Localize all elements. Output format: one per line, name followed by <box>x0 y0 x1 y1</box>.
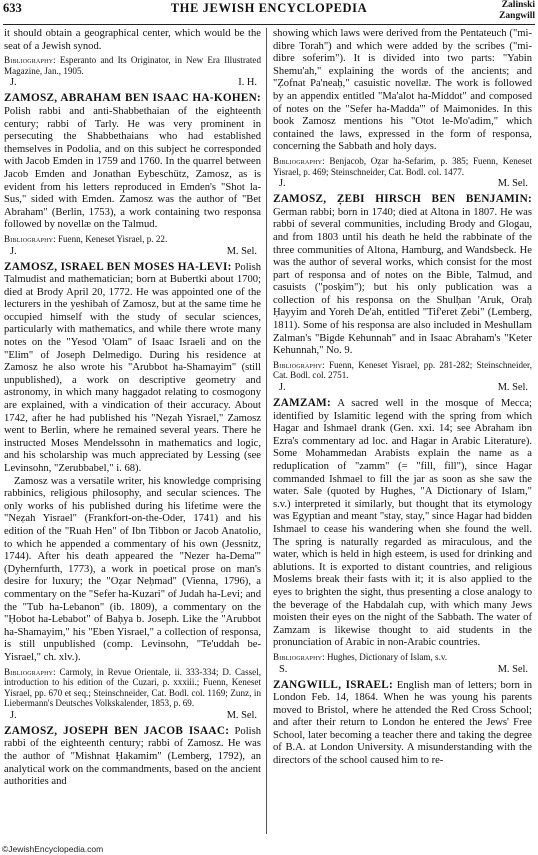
bibliography-label: Bibliography <box>273 359 323 370</box>
article-heading: ZAMOSZ, ISRAEL BEN MOSES HA-LEVI: <box>4 260 232 273</box>
bibliography-label: Bibliography <box>273 155 323 166</box>
article-paragraph: Zamosz was a versatile writer, his knowledge comprising rabbinics, religious philosophy, and secular sciences. The only works of his published during his lifetime were the "Neẓah Yisrael" (Frankfort-on-the-Oder, 1741) and his edition of the "Ruah Hen" of Ibn Tibbon or Jacob Anatolio, to which he appended a commentary of his own (Jessnitz, 1744). After his death appeared the "Nezer ha-Dema'" (Dyhernfurth, 1773), a work in poetical prose on man's desire for luxury; the "Oẓar Neḥmad" (Vienna, 1796), a commentary on the "Sefer ha-Kuzari" of Judah ha-Levi; and the "Tub ha-Lebanon" (ib. 1809), a commentary on the "Ḥobot ha-Lebabot" of Baḥya b. Joseph. Like the "Arubbot ha-Shamayim," his "Eben Yisrael," a collection of responsa, is still unpublished (comp. Levinsohn, "Te'uddah be-Yisrael," ch. xlv.). <box>4 475 261 663</box>
signature-initial: J. <box>10 245 17 257</box>
signature <box>4 76 261 89</box>
article-zamosz-israel <box>4 261 261 476</box>
signature-initial: J. <box>10 77 17 89</box>
bibliography-text: : Esperanto and Its Originator, in New Era Illustrated Magazine, Jan., 1905. <box>4 55 261 76</box>
bibliography-label: Bibliography <box>273 651 323 662</box>
signature <box>4 245 261 258</box>
signature-author: M. Sel. <box>226 245 257 257</box>
site-credit: ©JewishEncyclopedia.com <box>2 844 104 854</box>
bibliography-text: : Fuenn, Keneset Yisrael, p. 22. <box>53 233 168 244</box>
column-divider <box>266 28 267 834</box>
catchwords <box>499 0 535 21</box>
article-heading: ZAMZAM: <box>273 397 332 410</box>
article-zamosz-joseph <box>4 725 261 789</box>
bibliography-label: Bibliography <box>4 666 54 677</box>
catchword-last: Zangwill <box>499 10 535 21</box>
running-title: THE JEWISH ENCYCLOPEDIA <box>170 1 368 15</box>
article-heading: ZAMOSZ, ẒEBI HIRSCH BEN BENJAMIN: <box>273 193 532 206</box>
signature-author: M. Sel. <box>226 709 257 721</box>
article-heading: ZAMOSZ, ABRAHAM BEN ISAAC HA-KOHEN: <box>4 92 261 105</box>
signature <box>273 381 532 394</box>
signature-author: M. Sel. <box>497 663 528 675</box>
article-body: English man of letters; born in London Feb. 14, 1864. When he was young his parents moved to Bristol, where he attended the Red Cross School; and after their return to London he entered the Jews' Free School, later becoming a teacher there and taking the degree of B.A. at London University. A misunderstanding with the directors of the school caused him to re- <box>273 679 532 767</box>
signature <box>273 663 532 676</box>
article-body: Polish rabbi of the eighteenth century; rabbi of Zamosz. He was the author of "Mishnat Ḥakamim" (Lemberg, 1792), an analytical work on the commandments, based on the ancient authorities and <box>4 725 261 788</box>
signature-author: M. Sel. <box>497 382 528 394</box>
signature-initial: S. <box>279 663 288 675</box>
article-body: A sacred well in the mosque of Mecca; identified by Islamitic legend with the spring from which Hagar and Ishmael drank (Gen. xxi. 14; see Abraham ibn Ezra's commentary ad loc. and Hagar in Arabic Literature). Some Mohammedan Arabists explain the name as a reduplication of "zamm" (= "fill, fill"), since Hagar commanded Ishmael to fill the jar as soon as she saw the water. Sale (quoted by Hughes, "A Dictionary of Islam," s.v.) interpreted it similarly, but thought that its etymology was Egyptian and meant "stay, stay," since Hagar had bidden Ishmael to cease his wandering when she found the well. The spring is naturally regarded as miraculous, and the water, which is held in high esteem, is used for drinking and ablutions. It is exported to distant countries, and religious Moslems break their fasts with it; it is also applied to the eyes to brighten the sight, thus presenting a close analogy to the beverage of the Habdalah cup, with which many Jews moisten their eyes on the night of the Sabbath. The water of Zamzam is likewise thought to aid students in the pronunciation of Arabic in non-Arabic countries. <box>273 398 532 649</box>
signature <box>273 177 532 190</box>
left-column <box>4 28 261 789</box>
bibliography <box>4 667 261 709</box>
signature-initial: J. <box>279 382 286 394</box>
bibliography <box>273 360 532 381</box>
header-rule <box>3 24 535 25</box>
article-zangwill <box>273 679 532 768</box>
bibliography <box>4 234 261 245</box>
right-column <box>273 28 532 768</box>
article-body: German rabbi; born in 1740; died at Altona in 1807. He was rabbi of several communities, including Brody and Glogau, and from 1803 until his death he held the rabbinate of the three communities of Altona, Hamburg, and Wandsbeck. He was the author of several works, which consist for the most part of responsa and of notes on the Bible, Talmud, and casuists ("posḳim"); but his only publication was a collection of his responsa on the Shulḥan 'Aruk, Oraḥ Ḥayyim and Yoreh De'ah, entitled "Tif'eret Ẓebi" (Lemberg, 1811). Some of his responsa are also included in Meshullam Zalman's "Bigde Kehunnah" and in Isaac Abraham's "Keter Kehunnah," No. 9. <box>273 206 532 357</box>
page-number: 633 <box>3 1 22 15</box>
article-zamosz-abraham <box>4 92 261 232</box>
bibliography-label: Bibliography <box>4 55 54 66</box>
bibliography-label: Bibliography <box>4 233 54 244</box>
bibliography-text: : Fuenn, Keneset Yisrael, pp. 281-282; Steinschneider, Cat. Bodl. col. 2751. <box>273 359 532 381</box>
bibliography <box>273 156 532 177</box>
bibliography-text: : Carmoly, in Revue Orientale, ii. 333-334; D. Cassel, introduction to his edition of the Cuzari, p. xxxiii.; Fuenn, Keneset Yisrael, pp. 670 et seq.; Steinschneider, Cat. Bodl. col. 1169; Zunz, in Liebermann's Deutsches Volkskalender, 1853, p. 69. <box>4 666 261 709</box>
article-body: Polish rabbi and anti-Shabbethaian of the eighteenth century; rabbi of Tarly. He was very prominent in persecuting the Shabbethaians who had established themselves in Podolia, and on this subject he corresponded with Jacob Emden in 1759 and 1760. In the quarrel between Jacob Emden and Jonathan Eybeschütz, Zamosz, as is evident from his letters reproduced in Emden's "Shot la-Sus," sided with Emden. Zamosz was the author of "Bet Abraham" (Berlin, 1753), a work containing two responsa followed by novellæ on the Talmud. <box>4 105 261 231</box>
signature-initial: J. <box>10 709 17 721</box>
catchword-first: Zalinski <box>501 0 535 10</box>
bibliography-text: : Hughes, Dictionary of Islam, s.v. <box>322 651 448 662</box>
signature <box>4 709 261 722</box>
article-zamzam <box>273 397 532 650</box>
signature-author: I. H. <box>238 77 257 89</box>
continued-paragraph: it should obtain a geographical center, which would be the seat of a Jewish synod. <box>4 28 261 52</box>
continued-paragraph: showing which laws were derived from the Pentateuch ("mi-dibre Torah") and which were added by the scribes ("mi-dibre soferim"). It is divided into two parts: "Yabin Shemu'ah," explaining the words of the ancients; and "Ẓofnat Pa'neaḥ," casuistic novellæ. The work is followed by an appendix entitled "Ma'alot ha-Middot" and composed of notes on the "Sefer ha-Madda'" of Maimonides. In this book Zamosz mentions his "Otot le-Mo'adim," which contained the laws, expressed in the form of responsa, concerning the Sabbath and holy days. <box>273 28 532 153</box>
signature-author: M. Sel. <box>497 178 528 190</box>
bibliography <box>4 55 261 76</box>
bibliography <box>273 652 532 663</box>
signature-initial: J. <box>279 178 286 190</box>
page-header <box>0 0 538 26</box>
article-heading: ZANGWILL, ISRAEL: <box>273 678 394 691</box>
bibliography-text: : Benjacob, Oẓar ha-Sefarim, p. 385; Fuenn, Keneset Yisrael, p. 469; Steinschneider, Cat. Bodl. col. 1477. <box>273 155 532 177</box>
article-body: Polish Talmudist and mathematician; born at Bubertki about 1700; died at Brody April 20, 1772. He was appointed one of the lecturers in the yeshibah of Zamosz, but at the same time he occupied himself with the study of secular sciences, particularly with mathematics, and while there wrote many notes on the "Yesod 'Olam" of Isaac Israeli and on the "Elim" of Joseph Delmedigo. During his residence at Zamosz he also wrote his "Arubbot ha-Shamayim" (still unpublished), a work on descriptive geometry and astronomy, in which many haggadot relating to cosmogony are explained, with a vindication of their accuracy. About 1742, after he had published his "Neẓah Yisrael," Zamosz went to Berlin, where he remained several years. There he instructed Moses Mendelssohn in mathematics and logic, and his scholarship was much appreciated by Lessing (see Levinsohn, "Zerubbabel," i. 68). <box>4 261 261 474</box>
article-zamosz-zebi <box>273 193 532 358</box>
article-heading: ZAMOSZ, JOSEPH BEN JACOB ISAAC: <box>4 724 230 737</box>
